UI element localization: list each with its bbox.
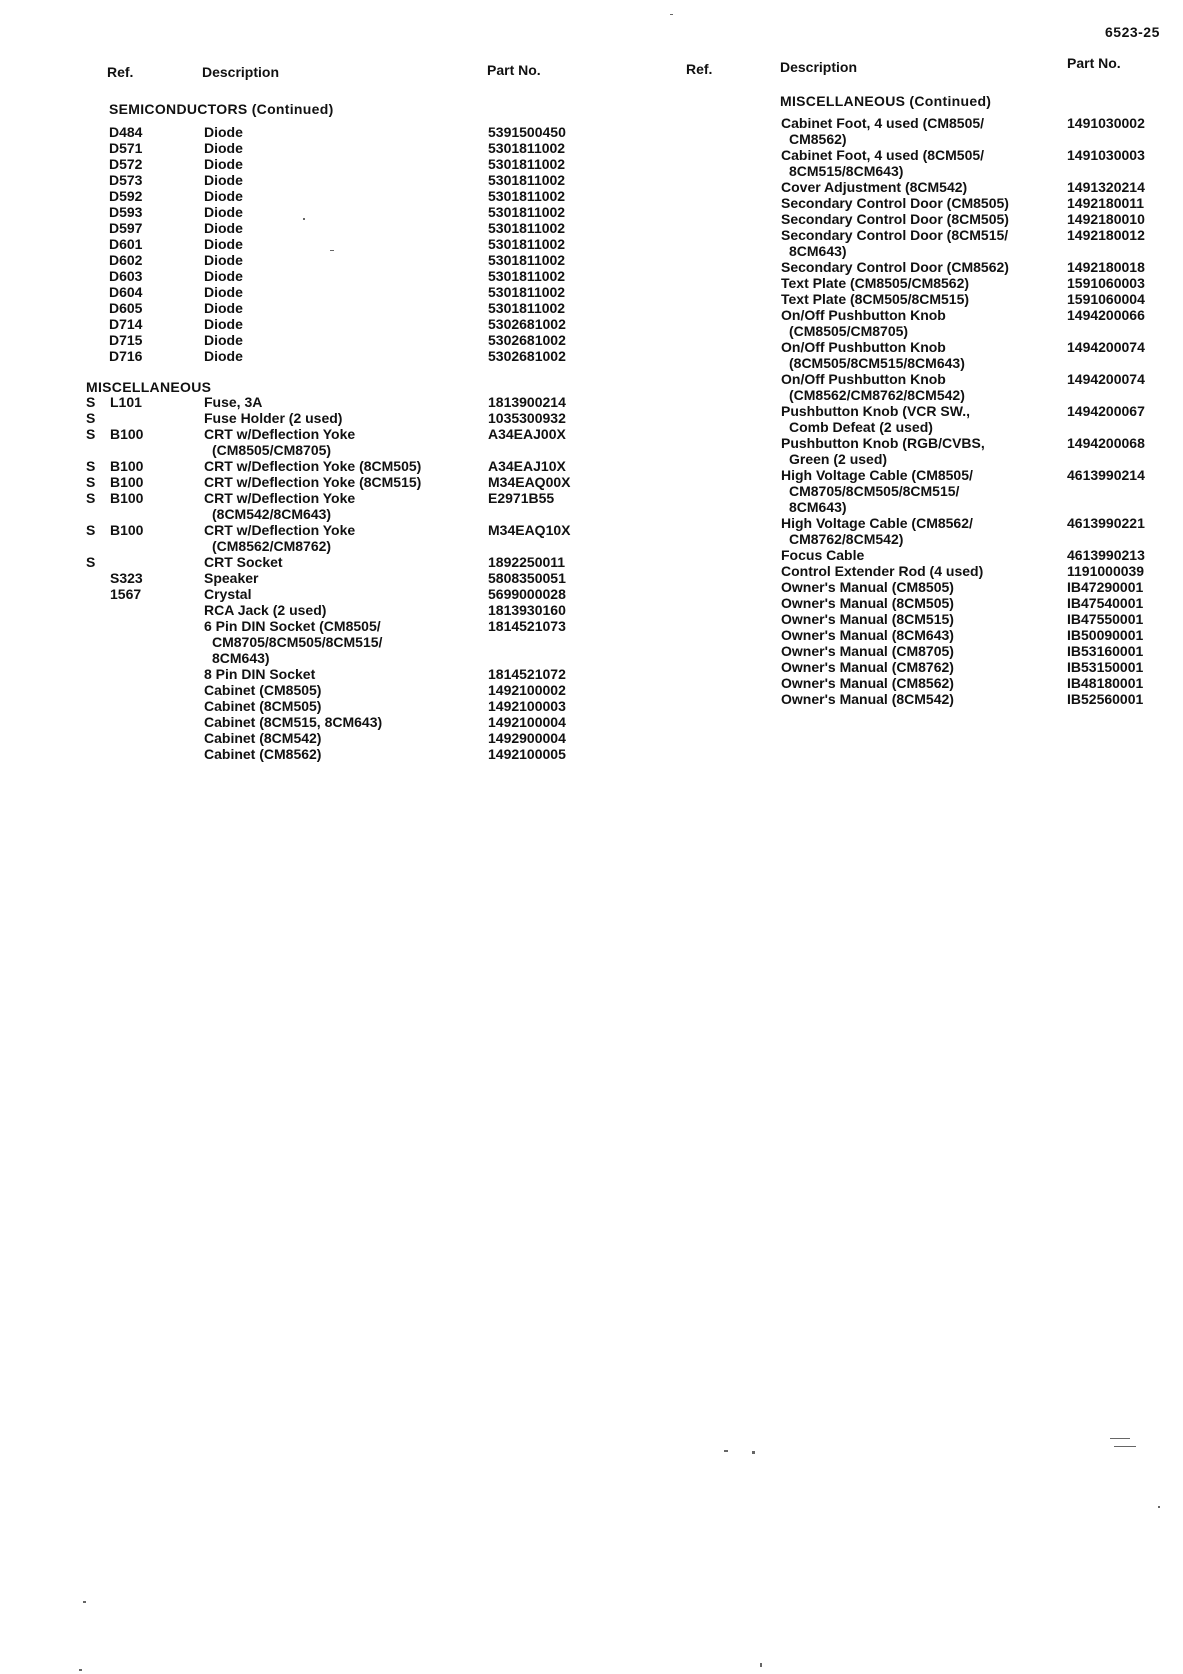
- part-description: Secondary Control Door (CM8562): [781, 259, 1009, 275]
- part-description: Cabinet Foot, 4 used (8CM505/: [781, 147, 985, 163]
- semiconductors-section-title: SEMICONDUCTORS (Continued): [109, 101, 334, 117]
- part-description: Cabinet (8CM515, 8CM643): [204, 714, 383, 730]
- ref-designator: S323: [110, 570, 143, 586]
- part-number: 1492900004: [488, 730, 566, 746]
- part-description: Green (2 used): [789, 451, 888, 467]
- part-number: 5808350051: [488, 570, 566, 586]
- part-number: 1492180018: [1067, 259, 1145, 275]
- part-description: CRT w/Deflection Yoke: [204, 426, 356, 442]
- part-description: Diode: [204, 156, 243, 172]
- part-description: Owner's Manual (CM8505): [781, 579, 954, 595]
- right-header-description: Description: [780, 59, 858, 75]
- part-description: Owner's Manual (8CM643): [781, 627, 954, 643]
- part-description: Cabinet (8CM505): [204, 698, 322, 714]
- ref-designator: D716: [109, 348, 143, 364]
- part-description: Diode: [204, 284, 243, 300]
- part-description: CRT Socket: [204, 554, 283, 570]
- part-description: On/Off Pushbutton Knob: [781, 307, 946, 323]
- part-description: Owner's Manual (8CM542): [781, 691, 954, 707]
- part-description: On/Off Pushbutton Knob: [781, 371, 946, 387]
- part-number: 1491030003: [1067, 147, 1145, 163]
- part-description: Diode: [204, 188, 243, 204]
- part-description: High Voltage Cable (CM8505/: [781, 467, 973, 483]
- part-number: 1492180011: [1067, 195, 1145, 211]
- ref-designator: D572: [109, 156, 143, 172]
- ref-designator: D714: [109, 316, 143, 332]
- scan-speck: [83, 1601, 86, 1603]
- ref-designator: B100: [110, 490, 144, 506]
- part-description: CRT w/Deflection Yoke: [204, 522, 356, 538]
- ref-designator: D593: [109, 204, 143, 220]
- ref-designator: D603: [109, 268, 143, 284]
- part-number: 1491320214: [1067, 179, 1145, 195]
- part-number: 1191000039: [1067, 563, 1145, 579]
- part-description: Speaker: [204, 570, 259, 586]
- part-number: IB48180001: [1067, 675, 1144, 691]
- left-header-part-no: Part No.: [487, 62, 541, 78]
- part-number: IB47540001: [1067, 595, 1144, 611]
- part-number: 5301811002: [488, 204, 566, 220]
- part-number: 1492100004: [488, 714, 566, 730]
- part-number: 5301811002: [488, 268, 566, 284]
- safety-mark: S: [86, 410, 96, 426]
- ref-designator: D573: [109, 172, 143, 188]
- part-description: (8CM505/8CM515/8CM643): [789, 355, 965, 371]
- part-description: (CM8505/CM8705): [789, 323, 909, 339]
- ref-designator: D484: [109, 124, 143, 140]
- ref-designator: D715: [109, 332, 143, 348]
- part-number: IB47550001: [1067, 611, 1144, 627]
- part-number: 1492100002: [488, 682, 566, 698]
- part-description: CRT w/Deflection Yoke: [204, 490, 356, 506]
- part-number: 1491030002: [1067, 115, 1145, 131]
- ref-designator: D597: [109, 220, 143, 236]
- scan-speck: [752, 1451, 755, 1454]
- part-description: Diode: [204, 172, 243, 188]
- part-description: CM8705/8CM505/8CM515/: [212, 634, 383, 650]
- part-description: Owner's Manual (8CM505): [781, 595, 954, 611]
- part-description: (CM8562/CM8762/8CM542): [789, 387, 965, 403]
- ref-designator: B100: [110, 458, 144, 474]
- part-number: A34EAJ10X: [488, 458, 566, 474]
- part-description: Owner's Manual (CM8762): [781, 659, 954, 675]
- scan-speck: [760, 1663, 762, 1667]
- part-number: 5301811002: [488, 220, 566, 236]
- part-description: 8 Pin DIN Socket: [204, 666, 316, 682]
- safety-mark: S: [86, 522, 96, 538]
- part-description: CM8762/8CM542): [789, 531, 904, 547]
- ref-designator: B100: [110, 426, 144, 442]
- left-header-description: Description: [202, 64, 280, 80]
- part-number: 1591060004: [1067, 291, 1145, 307]
- part-number: 5699000028: [488, 586, 566, 602]
- part-number: 5301811002: [488, 300, 566, 316]
- part-number: M34EAQ00X: [488, 474, 571, 490]
- scan-speck: [303, 218, 305, 220]
- part-description: Cabinet (8CM542): [204, 730, 322, 746]
- part-number: E2971B55: [488, 490, 555, 506]
- part-description: Fuse Holder (2 used): [204, 410, 343, 426]
- part-number: A34EAJ00X: [488, 426, 566, 442]
- part-description: Diode: [204, 300, 243, 316]
- part-number: 1492180012: [1067, 227, 1145, 243]
- part-description: CM8562): [789, 131, 847, 147]
- ref-designator: D592: [109, 188, 143, 204]
- part-number: 5302681002: [488, 332, 566, 348]
- safety-mark: S: [86, 394, 96, 410]
- part-description: 6 Pin DIN Socket (CM8505/: [204, 618, 381, 634]
- part-description: Focus Cable: [781, 547, 865, 563]
- part-number: IB53160001: [1067, 643, 1144, 659]
- safety-mark: S: [86, 458, 96, 474]
- part-number: 4613990221: [1067, 515, 1145, 531]
- part-description: (8CM542/8CM643): [212, 506, 332, 522]
- part-number: 1494200067: [1067, 403, 1145, 419]
- part-description: Owner's Manual (CM8562): [781, 675, 954, 691]
- part-number: 4613990214: [1067, 467, 1145, 483]
- part-description: Secondary Control Door (CM8505): [781, 195, 1009, 211]
- scan-speck: [1110, 1438, 1130, 1439]
- part-number: 5301811002: [488, 236, 566, 252]
- ref-designator: L101: [110, 394, 142, 410]
- part-number: 1494200066: [1067, 307, 1145, 323]
- part-description: Cabinet (CM8505): [204, 682, 322, 698]
- part-description: CM8705/8CM505/8CM515/: [789, 483, 960, 499]
- part-description: Secondary Control Door (8CM515/: [781, 227, 1009, 243]
- safety-mark: S: [86, 426, 96, 442]
- ref-designator: D605: [109, 300, 143, 316]
- part-description: Diode: [204, 348, 243, 364]
- safety-mark: S: [86, 490, 96, 506]
- part-number: 5301811002: [488, 156, 566, 172]
- part-number: 1494200074: [1067, 371, 1145, 387]
- part-number: 1892250011: [488, 554, 566, 570]
- part-description: Cover Adjustment (8CM542): [781, 179, 968, 195]
- page-number: 6523-25: [1105, 24, 1160, 40]
- scan-speck: [79, 1669, 82, 1671]
- part-description: Cabinet Foot, 4 used (CM8505/: [781, 115, 985, 131]
- part-description: Diode: [204, 332, 243, 348]
- part-number: 5301811002: [488, 252, 566, 268]
- part-description: Diode: [204, 124, 243, 140]
- safety-mark: S: [86, 554, 96, 570]
- scan-speck: [1158, 1506, 1160, 1508]
- ref-designator: B100: [110, 474, 144, 490]
- part-number: 1814521072: [488, 666, 566, 682]
- part-description: Owner's Manual (CM8705): [781, 643, 954, 659]
- part-description: Pushbutton Knob (RGB/CVBS,: [781, 435, 985, 451]
- right-header-ref: Ref.: [686, 61, 713, 77]
- part-description: Diode: [204, 204, 243, 220]
- part-description: (CM8505/CM8705): [212, 442, 332, 458]
- part-description: Text Plate (8CM505/8CM515): [781, 291, 970, 307]
- part-number: 1814521073: [488, 618, 566, 634]
- part-number: 1591060003: [1067, 275, 1145, 291]
- part-description: RCA Jack (2 used): [204, 602, 327, 618]
- part-number: M34EAQ10X: [488, 522, 571, 538]
- part-description: Diode: [204, 252, 243, 268]
- part-number: 5301811002: [488, 188, 566, 204]
- ref-designator: D601: [109, 236, 143, 252]
- part-number: 1813930160: [488, 602, 566, 618]
- part-description: (CM8562/CM8762): [212, 538, 332, 554]
- part-description: 8CM515/8CM643): [789, 163, 904, 179]
- part-description: 8CM643): [789, 243, 847, 259]
- part-description: Diode: [204, 316, 243, 332]
- misc-continued-section-title: MISCELLANEOUS (Continued): [780, 93, 992, 109]
- part-number: IB50090001: [1067, 627, 1144, 643]
- part-number: 1813900214: [488, 394, 566, 410]
- miscellaneous-section-title: MISCELLANEOUS: [86, 379, 212, 395]
- part-number: 5301811002: [488, 284, 566, 300]
- part-description: Crystal: [204, 586, 252, 602]
- part-description: Cabinet (CM8562): [204, 746, 322, 762]
- scan-speck: [1114, 1446, 1136, 1447]
- ref-designator: B100: [110, 522, 144, 538]
- part-number: 4613990213: [1067, 547, 1145, 563]
- part-description: Diode: [204, 236, 243, 252]
- part-number: IB47290001: [1067, 579, 1144, 595]
- part-number: IB52560001: [1067, 691, 1144, 707]
- part-description: Control Extender Rod (4 used): [781, 563, 984, 579]
- part-description: Fuse, 3A: [204, 394, 263, 410]
- part-number: 5391500450: [488, 124, 566, 140]
- left-header-ref: Ref.: [107, 64, 134, 80]
- part-description: 8CM643): [789, 499, 847, 515]
- part-number: 1492100005: [488, 746, 566, 762]
- part-number: 1492180010: [1067, 211, 1145, 227]
- safety-mark: S: [86, 474, 96, 490]
- ref-designator: 1567: [110, 586, 142, 602]
- part-number: 1494200068: [1067, 435, 1145, 451]
- part-description: Comb Defeat (2 used): [789, 419, 933, 435]
- part-description: Diode: [204, 140, 243, 156]
- part-number: 5302681002: [488, 316, 566, 332]
- part-description: High Voltage Cable (CM8562/: [781, 515, 973, 531]
- part-number: 1492100003: [488, 698, 566, 714]
- part-description: Diode: [204, 220, 243, 236]
- part-description: On/Off Pushbutton Knob: [781, 339, 946, 355]
- part-description: Owner's Manual (8CM515): [781, 611, 954, 627]
- ref-designator: D571: [109, 140, 143, 156]
- scan-speck: [724, 1450, 728, 1452]
- part-description: Diode: [204, 268, 243, 284]
- part-description: 8CM643): [212, 650, 270, 666]
- scan-speck: [330, 250, 334, 251]
- part-number: 5301811002: [488, 172, 566, 188]
- part-description: Text Plate (CM8505/CM8562): [781, 275, 970, 291]
- part-description: Pushbutton Knob (VCR SW.,: [781, 403, 970, 419]
- ref-designator: D602: [109, 252, 143, 268]
- part-number: 5301811002: [488, 140, 566, 156]
- part-number: 1494200074: [1067, 339, 1145, 355]
- part-number: 1035300932: [488, 410, 566, 426]
- part-number: 5302681002: [488, 348, 566, 364]
- part-description: CRT w/Deflection Yoke (8CM505): [204, 458, 422, 474]
- part-description: Secondary Control Door (8CM505): [781, 211, 1009, 227]
- ref-designator: D604: [109, 284, 143, 300]
- part-number: IB53150001: [1067, 659, 1144, 675]
- part-description: CRT w/Deflection Yoke (8CM515): [204, 474, 422, 490]
- right-header-part-no: Part No.: [1067, 55, 1121, 71]
- scan-speck: [670, 14, 673, 15]
